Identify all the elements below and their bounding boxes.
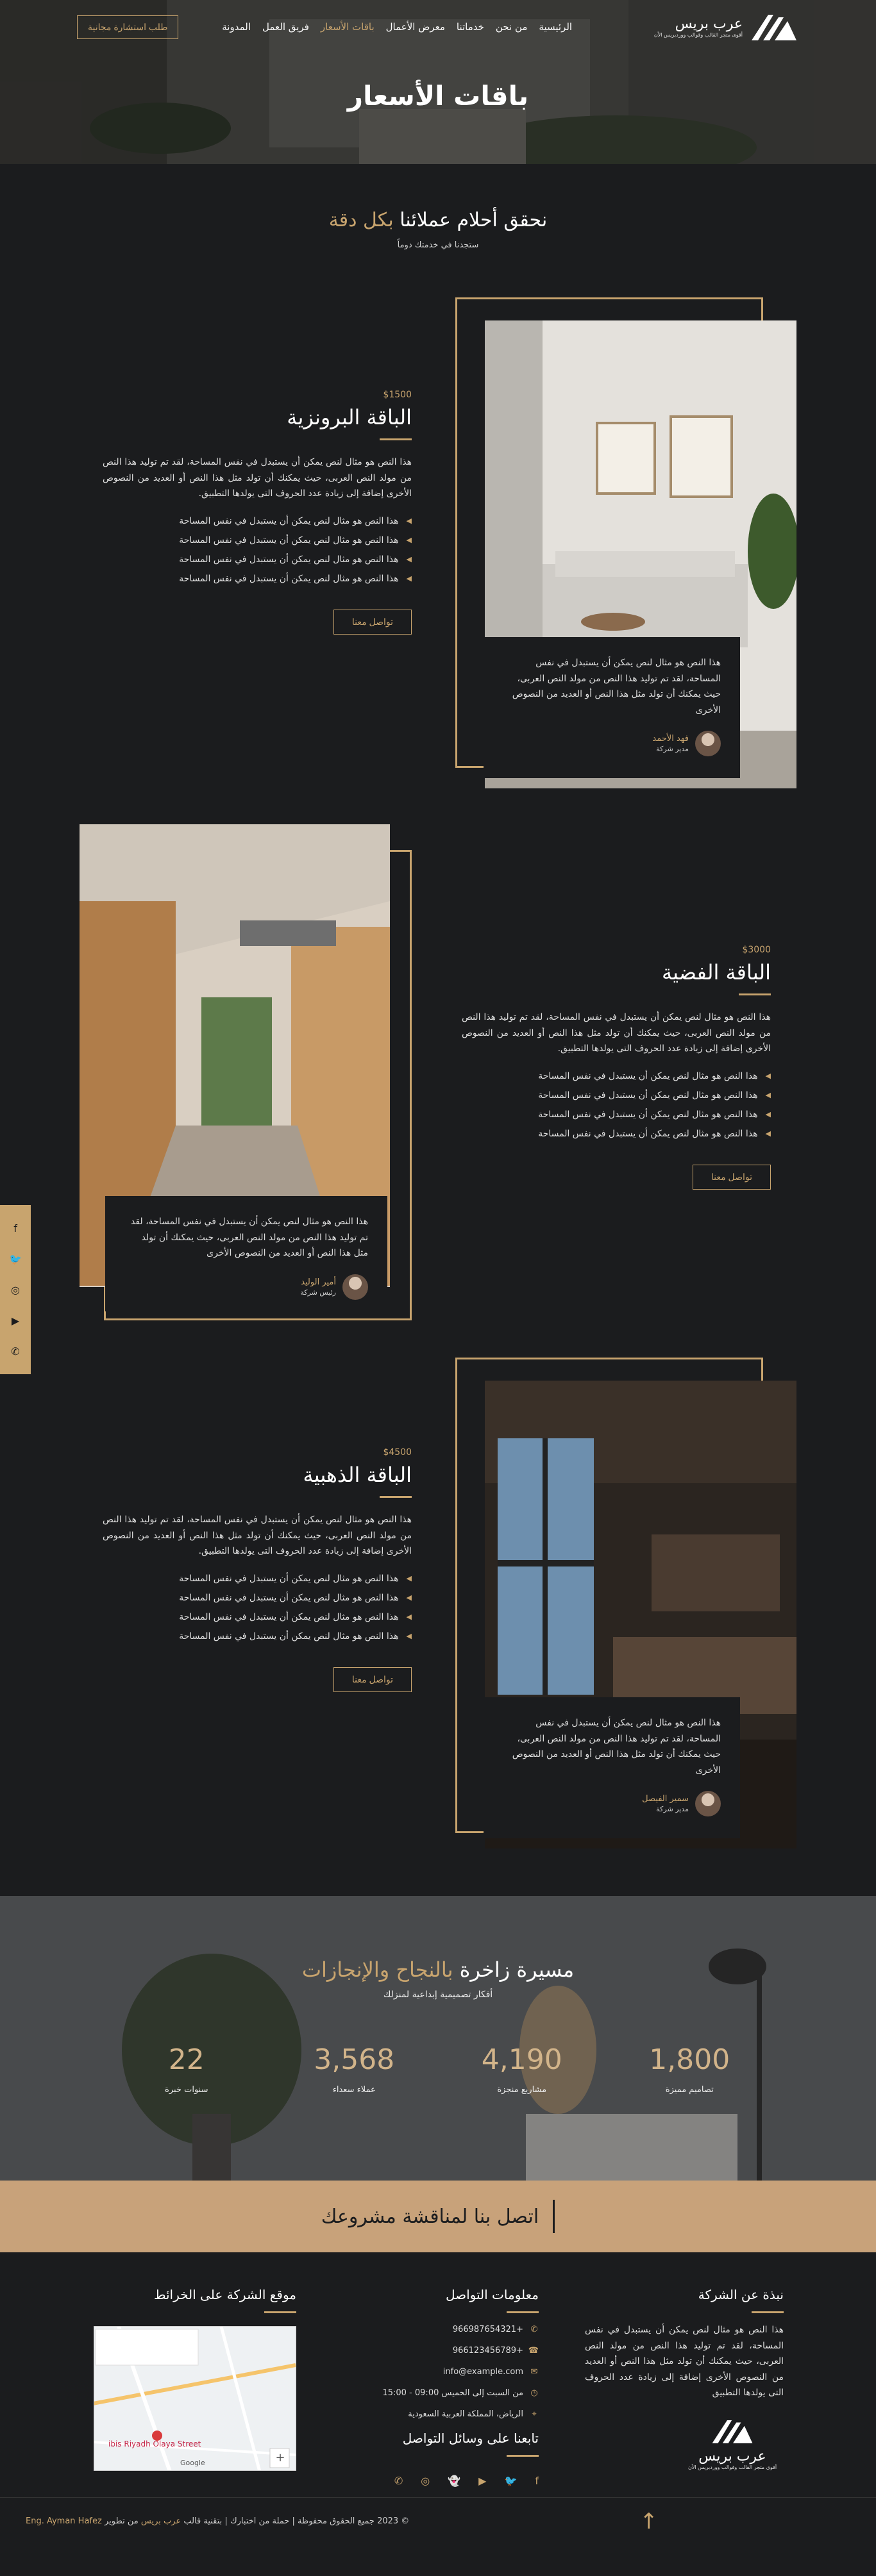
list-item bbox=[103, 1612, 412, 1622]
list-item bbox=[103, 1631, 412, 1641]
working-hours: من السبت إلى الخميس 09:00 - 15:00 bbox=[382, 2388, 523, 2398]
main-menu bbox=[222, 21, 572, 33]
list-item bbox=[462, 1071, 771, 1081]
stat-label: سنوات خبرة bbox=[165, 2085, 208, 2095]
avatar bbox=[695, 731, 721, 756]
caret-left-icon: ◀ bbox=[406, 1593, 412, 1602]
nav-item-about[interactable]: من نحن bbox=[495, 21, 528, 33]
contact-us-button[interactable]: تواصل معنا bbox=[693, 1165, 771, 1190]
package-price: $1500 bbox=[383, 390, 412, 400]
instagram-icon[interactable]: ◎ bbox=[11, 1283, 20, 1296]
package-description: هذا النص هو مثال لنص يمكن أن يستبدل في نفس المساحة، لقد تم توليد هذا النص من مولد النص العربى، حيث يمكنك أن تولد مثل هذا النص أو العديد من النصوص الأخرى إضافة إلى زيادة عدد الحروف التى يولدها التطبيق. bbox=[103, 1515, 412, 1556]
author-title: مدير شركة bbox=[656, 1805, 689, 1813]
map-tiles bbox=[94, 2327, 296, 2471]
footer-contact bbox=[382, 2287, 539, 2487]
package-price: $4500 bbox=[383, 1447, 412, 1458]
youtube-icon[interactable]: ▶ bbox=[478, 2475, 487, 2487]
copyright-prefix: © 2023 جميع الحقوق محفوظة | حملة من اختبارك | بتقنية قالب bbox=[183, 2516, 410, 2526]
title-underline bbox=[752, 2311, 784, 2313]
feature-text: هذا النص هو مثال لنص يمكن أن يستبدل في نفس المساحة bbox=[179, 1631, 399, 1641]
contact-phone-2[interactable] bbox=[382, 2346, 539, 2356]
feature-text: هذا النص هو مثال لنص يمكن أن يستبدل في نفس المساحة bbox=[179, 1592, 399, 1603]
hero-section bbox=[0, 0, 876, 164]
copyright-brand-link[interactable]: عرب بريس bbox=[140, 2516, 181, 2526]
package-bronze bbox=[0, 297, 876, 824]
stat-label: تصاميم مميزة bbox=[665, 2085, 714, 2095]
instagram-icon[interactable]: ◎ bbox=[421, 2475, 430, 2487]
title-underline bbox=[264, 2311, 296, 2313]
testimonial-text: هذا النص هو مثال لنص يمكن أن يستبدل في نفس المساحة، لقد تم توليد هذا النص من مولد النص العربى، حيث يمكنك أن تولد مثل هذا النص أو العديد من النصوص الأخرى bbox=[131, 1217, 368, 1258]
list-item bbox=[103, 1574, 412, 1584]
title-underline bbox=[380, 438, 412, 440]
clock-icon: ◷ bbox=[530, 2388, 538, 2398]
testimonial-author bbox=[503, 731, 721, 756]
follow-us-title: تابعنا على وسائل التواصل bbox=[402, 2431, 539, 2446]
copyright-bar bbox=[0, 2497, 876, 2545]
feature-text: هذا النص هو مثال لنص يمكن أن يستبدل في نفس المساحة bbox=[538, 1090, 758, 1101]
package-price: $3000 bbox=[742, 945, 771, 955]
feature-text: هذا النص هو مثال لنص يمكن أن يستبدل في نفس المساحة bbox=[179, 1611, 399, 1622]
embedded-map[interactable] bbox=[94, 2326, 296, 2471]
page-title: باقات الأسعار bbox=[347, 80, 529, 112]
intro-title-highlight: بكل دقة bbox=[328, 209, 394, 231]
caret-left-icon: ◀ bbox=[406, 555, 412, 563]
testimonial-text: هذا النص هو مثال لنص يمكن أن يستبدل في نفس المساحة، لقد تم توليد هذا النص من مولد النص العربى، حيث يمكنك أن تولد مثل هذا النص أو العديد من النصوص الأخرى bbox=[512, 658, 721, 715]
stats-overlay bbox=[0, 1896, 876, 2181]
caret-left-icon: ◀ bbox=[406, 1632, 412, 1640]
feature-text: هذا النص هو مثال لنص يمكن أن يستبدل في نفس المساحة bbox=[538, 1109, 758, 1120]
fax-icon: ☎ bbox=[528, 2346, 539, 2356]
site-logo[interactable] bbox=[654, 12, 799, 42]
contact-address bbox=[382, 2409, 539, 2419]
author-title: رئيس شركة bbox=[300, 1288, 336, 1297]
list-item bbox=[462, 1109, 771, 1120]
package-description: هذا النص هو مثال لنص يمكن أن يستبدل في نفس المساحة، لقد تم توليد هذا النص من مولد النص العربى، حيث يمكنك أن تولد مثل هذا النص أو العديد من النصوص الأخرى إضافة إلى زيادة عدد الحروف التى يولدها التطبيق. bbox=[462, 1012, 771, 1054]
stats-heading bbox=[0, 1957, 876, 2000]
avatar bbox=[695, 1791, 721, 1816]
phone-number: +966987654321 bbox=[452, 2325, 523, 2334]
title-underline bbox=[507, 2455, 539, 2457]
logo-mark-icon bbox=[749, 12, 799, 42]
scroll-to-top-icon[interactable]: ↑ bbox=[639, 2508, 658, 2534]
cta-text[interactable]: اتصل بنا لمناقشة مشروعك bbox=[321, 2205, 539, 2228]
caret-left-icon: ◀ bbox=[406, 1613, 412, 1621]
feature-list bbox=[462, 1071, 771, 1139]
testimonial-text: هذا النص هو مثال لنص يمكن أن يستبدل في نفس المساحة، لقد تم توليد هذا النص من مولد النص العربى، حيث يمكنك أن تولد مثل هذا النص أو العديد من النصوص الأخرى bbox=[512, 1718, 721, 1775]
footer-about bbox=[585, 2287, 784, 2470]
stats-title-main: مسيرة زاخرة bbox=[459, 1957, 575, 1982]
brand-name: عرب بريس bbox=[675, 16, 743, 32]
feature-list bbox=[103, 1574, 412, 1641]
stat-years bbox=[116, 2043, 257, 2095]
map-place-label: ibis Riyadh Olaya Street bbox=[108, 2439, 201, 2448]
stats-title-highlight: بالنجاح والإنجازات bbox=[301, 1957, 453, 1982]
address-text: الرياض، المملكة العربية السعودية bbox=[408, 2409, 523, 2419]
stats-counters bbox=[103, 2043, 773, 2095]
package-gold bbox=[0, 1351, 876, 1896]
nav-item-home[interactable]: الرئيسية bbox=[539, 21, 573, 33]
contact-us-button[interactable]: تواصل معنا bbox=[333, 610, 412, 635]
nav-item-services[interactable]: خدماتنا bbox=[456, 21, 484, 33]
whatsapp-icon[interactable]: ✆ bbox=[394, 2475, 403, 2487]
contact-us-button[interactable]: تواصل معنا bbox=[333, 1667, 412, 1692]
package-silver bbox=[0, 824, 876, 1351]
caret-left-icon: ◀ bbox=[406, 1574, 412, 1583]
author-name: سمير الفيصل bbox=[642, 1794, 689, 1804]
stat-value: 3,568 bbox=[314, 2043, 395, 2076]
testimonial-card bbox=[484, 1697, 740, 1838]
logo-mark-icon bbox=[710, 2416, 755, 2446]
author-title: مدير شركة bbox=[656, 745, 689, 753]
nav-item-pricing[interactable]: باقات الأسعار bbox=[320, 21, 375, 33]
list-item bbox=[462, 1129, 771, 1139]
feature-text: هذا النص هو مثال لنص يمكن أن يستبدل في نفس المساحة bbox=[179, 1573, 399, 1584]
feature-text: هذا النص هو مثال لنص يمكن أن يستبدل في نفس المساحة bbox=[179, 535, 399, 545]
phone-number: +966123456789 bbox=[452, 2346, 523, 2356]
stat-value: 1,800 bbox=[649, 2043, 730, 2076]
caret-left-icon: ◀ bbox=[765, 1110, 771, 1118]
avatar bbox=[342, 1274, 368, 1300]
package-info bbox=[462, 945, 771, 1190]
facebook-icon[interactable]: f bbox=[535, 2475, 539, 2487]
brand-tagline: أقوى متجر القالب وقوالب ووردبريس الأن bbox=[687, 2464, 777, 2470]
intro-title bbox=[0, 209, 876, 231]
intro-section bbox=[0, 164, 876, 297]
list-item bbox=[462, 1090, 771, 1101]
developer-link[interactable]: Eng. Ayman Hafez bbox=[26, 2516, 102, 2526]
contact-phone-1[interactable] bbox=[382, 2325, 539, 2334]
svg-text:+: + bbox=[275, 2451, 285, 2464]
stat-designs bbox=[619, 2043, 760, 2095]
top-navigation bbox=[0, 12, 876, 42]
feature-text: هذا النص هو مثال لنص يمكن أن يستبدل في نفس المساحة bbox=[179, 573, 399, 584]
twitter-icon[interactable]: 🐦 bbox=[504, 2475, 518, 2487]
package-info bbox=[103, 1447, 412, 1692]
stat-projects bbox=[451, 2043, 593, 2095]
copyright-mid: من تطوير bbox=[104, 2516, 139, 2526]
caret-left-icon: ◀ bbox=[765, 1072, 771, 1080]
stats-title bbox=[0, 1957, 876, 1982]
feature-list bbox=[103, 516, 412, 584]
intro-subtitle: ستجدنا في خدمتك دوماً bbox=[397, 240, 479, 250]
caret-left-icon: ◀ bbox=[406, 536, 412, 544]
twitter-icon[interactable]: 🐦 bbox=[9, 1252, 22, 1265]
package-name: الباقة الذهبية bbox=[303, 1463, 412, 1487]
envelope-icon: ✉ bbox=[530, 2367, 538, 2377]
site-footer bbox=[0, 2252, 876, 2545]
free-consultation-button[interactable]: طلب استشارة مجانية bbox=[77, 15, 178, 39]
testimonial-author bbox=[124, 1274, 368, 1300]
package-description: هذا النص هو مثال لنص يمكن أن يستبدل في نفس المساحة، لقد تم توليد هذا النص من مولد النص العربى، حيث يمكنك أن تولد مثل هذا النص أو العديد من النصوص الأخرى إضافة إلى زيادة عدد الحروف التى يولدها التطبيق. bbox=[103, 457, 412, 499]
package-name: الباقة البرونزية bbox=[287, 405, 412, 429]
footer-logo[interactable] bbox=[681, 2416, 784, 2470]
caret-left-icon: ◀ bbox=[765, 1091, 771, 1099]
copyright-text bbox=[26, 2516, 409, 2526]
floating-social-bar bbox=[0, 1205, 31, 1374]
list-item bbox=[103, 554, 412, 565]
stats-section bbox=[0, 1896, 876, 2181]
email-address: info@example.com bbox=[442, 2367, 523, 2377]
map-provider-label: Google bbox=[180, 2459, 205, 2467]
list-item bbox=[103, 535, 412, 545]
footer-about-text: هذا النص هو مثال لنص يمكن أن يستبدل في نفس المساحة، لقد تم توليد هذا النص من مولد النص العربى، حيث يمكنك أن تولد مثل هذا النص أو العديد من النصوص الأخرى إضافة إلى زيادة عدد الحروف التى يولدها التطبيق bbox=[585, 2325, 784, 2398]
whatsapp-icon[interactable]: ✆ bbox=[11, 1345, 20, 1358]
package-info bbox=[103, 390, 412, 635]
author-name: أمير الوليد bbox=[301, 1277, 336, 1287]
nav-item-portfolio[interactable]: معرض الأعمال bbox=[385, 21, 445, 33]
facebook-icon[interactable]: f bbox=[13, 1222, 17, 1234]
list-item bbox=[103, 516, 412, 526]
stats-subtitle: أفكار تصميمية إبداعية لمنزلك bbox=[383, 1990, 493, 2000]
list-item bbox=[103, 574, 412, 584]
footer-about-title: نبذة عن الشركة bbox=[698, 2287, 784, 2302]
footer-map-title: موقع الشركة على الخرائط bbox=[153, 2287, 296, 2302]
location-pin-icon: ⌖ bbox=[532, 2409, 537, 2419]
stat-label: مشاريع منجزة bbox=[497, 2085, 547, 2095]
feature-text: هذا النص هو مثال لنص يمكن أن يستبدل في نفس المساحة bbox=[179, 554, 399, 565]
cta-divider bbox=[553, 2200, 555, 2233]
brand-name: عرب بريس bbox=[698, 2448, 766, 2464]
testimonial-card bbox=[484, 637, 740, 778]
feature-text: هذا النص هو مثال لنص يمكن أن يستبدل في نفس المساحة bbox=[538, 1070, 758, 1081]
phone-icon: ✆ bbox=[530, 2325, 538, 2334]
stat-value: 22 bbox=[168, 2043, 205, 2076]
nav-item-team[interactable]: فريق العمل bbox=[262, 21, 309, 33]
feature-text: هذا النص هو مثال لنص يمكن أن يستبدل في نفس المساحة bbox=[538, 1128, 758, 1139]
title-underline bbox=[380, 1496, 412, 1498]
footer-map bbox=[94, 2287, 296, 2471]
contact-email[interactable] bbox=[382, 2367, 539, 2377]
stat-clients bbox=[283, 2043, 425, 2095]
stat-label: عملاء سعداء bbox=[332, 2085, 376, 2095]
title-underline bbox=[739, 993, 771, 995]
feature-text: هذا النص هو مثال لنص يمكن أن يستبدل في نفس المساحة bbox=[179, 515, 399, 526]
nav-item-blog[interactable]: المدونة bbox=[222, 21, 251, 33]
snapchat-icon[interactable]: 👻 bbox=[448, 2475, 461, 2487]
caret-left-icon: ◀ bbox=[765, 1129, 771, 1138]
list-item bbox=[103, 1593, 412, 1603]
author-name: فهد الأحمد bbox=[652, 734, 689, 744]
youtube-icon[interactable]: ▶ bbox=[11, 1314, 20, 1327]
stat-value: 4,190 bbox=[481, 2043, 562, 2076]
testimonial-card bbox=[105, 1196, 387, 1311]
footer-contact-title: معلومات التواصل bbox=[445, 2287, 539, 2302]
footer-social-icons bbox=[382, 2475, 539, 2487]
intro-title-main: نحقق أحلام عملائنا bbox=[400, 209, 548, 231]
testimonial-author bbox=[503, 1791, 721, 1816]
contact-hours bbox=[382, 2388, 539, 2398]
caret-left-icon: ◀ bbox=[406, 517, 412, 525]
package-name: الباقة الفضية bbox=[661, 960, 771, 985]
caret-left-icon: ◀ bbox=[406, 574, 412, 583]
brand-tagline: أقوى متجر القالب وقوالب ووردبريس الأن bbox=[653, 32, 743, 38]
title-underline bbox=[507, 2311, 539, 2313]
contact-list bbox=[382, 2325, 539, 2419]
cta-banner[interactable] bbox=[0, 2181, 876, 2252]
